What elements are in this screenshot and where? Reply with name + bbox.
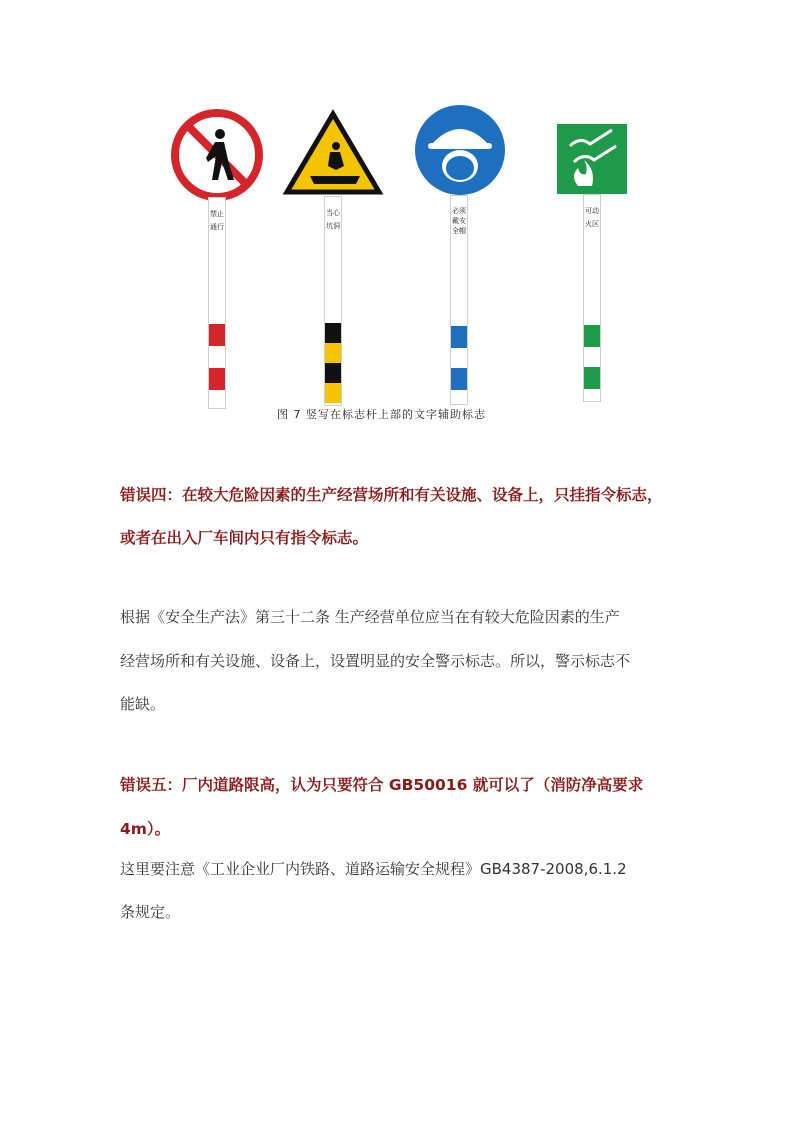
pole-wear-helmet	[450, 195, 468, 405]
pole-band	[325, 323, 341, 343]
wear-helmet-sign	[415, 105, 505, 195]
figure-caption: 图 7 竖写在标志杆上部的文字辅助标志	[277, 408, 486, 421]
pole-no-entry	[208, 197, 226, 409]
paragraph-line: 经营场所和有关设施、设备上，设置明显的安全警示标志。所以，警示标志不	[120, 652, 631, 670]
no-entry-sign	[175, 113, 259, 197]
paragraph-line: 条规定。	[120, 903, 181, 921]
safety-sign-figure	[160, 100, 640, 430]
pole-band	[584, 367, 600, 389]
heading-error-4-line-1: 错误四：在较大危险因素的生产经营场所和有关设施、设备上，只挂指令标志，	[120, 486, 663, 504]
heading-error-5-line-1: 错误五：厂内道路限高，认为只要符合 GB50016 就可以了（消防净高要求	[120, 776, 644, 794]
pole-text-caution-pit: 当心坑洞	[326, 209, 340, 230]
hot-work-area-sign	[557, 124, 627, 194]
paragraph-line: 根据《安全生产法》第三十二条 生产经营单位应当在有较大危险因素的生产	[120, 608, 620, 626]
pole-band	[451, 326, 467, 348]
pole-hot-work	[583, 194, 601, 402]
pole-band	[325, 363, 341, 383]
pole-band	[325, 343, 341, 363]
paragraph-line: 能缺。	[120, 695, 166, 713]
pole-caution-pit	[324, 196, 342, 406]
pole-text-wear-helmet: 必须戴安全帽	[452, 207, 466, 235]
pole-band	[209, 324, 225, 346]
caution-pit-sign	[287, 114, 379, 192]
pole-band	[325, 383, 341, 403]
pole-band	[584, 325, 600, 347]
safety-signs-illustration	[160, 100, 640, 430]
heading-error-5-line-2: 4m）。	[120, 820, 171, 838]
heading-error-4-line-2: 或者在出入厂车间内只有指令标志。	[120, 529, 369, 547]
pole-band	[451, 368, 467, 390]
pole-band	[209, 368, 225, 390]
pole-text-hot-work: 可动火区	[585, 207, 599, 228]
paragraph-line: 这里要注意《工业企业厂内铁路、道路运输安全规程》GB4387-2008,6.1.2	[120, 860, 627, 878]
pole-text-no-entry: 禁止通行	[210, 210, 224, 231]
